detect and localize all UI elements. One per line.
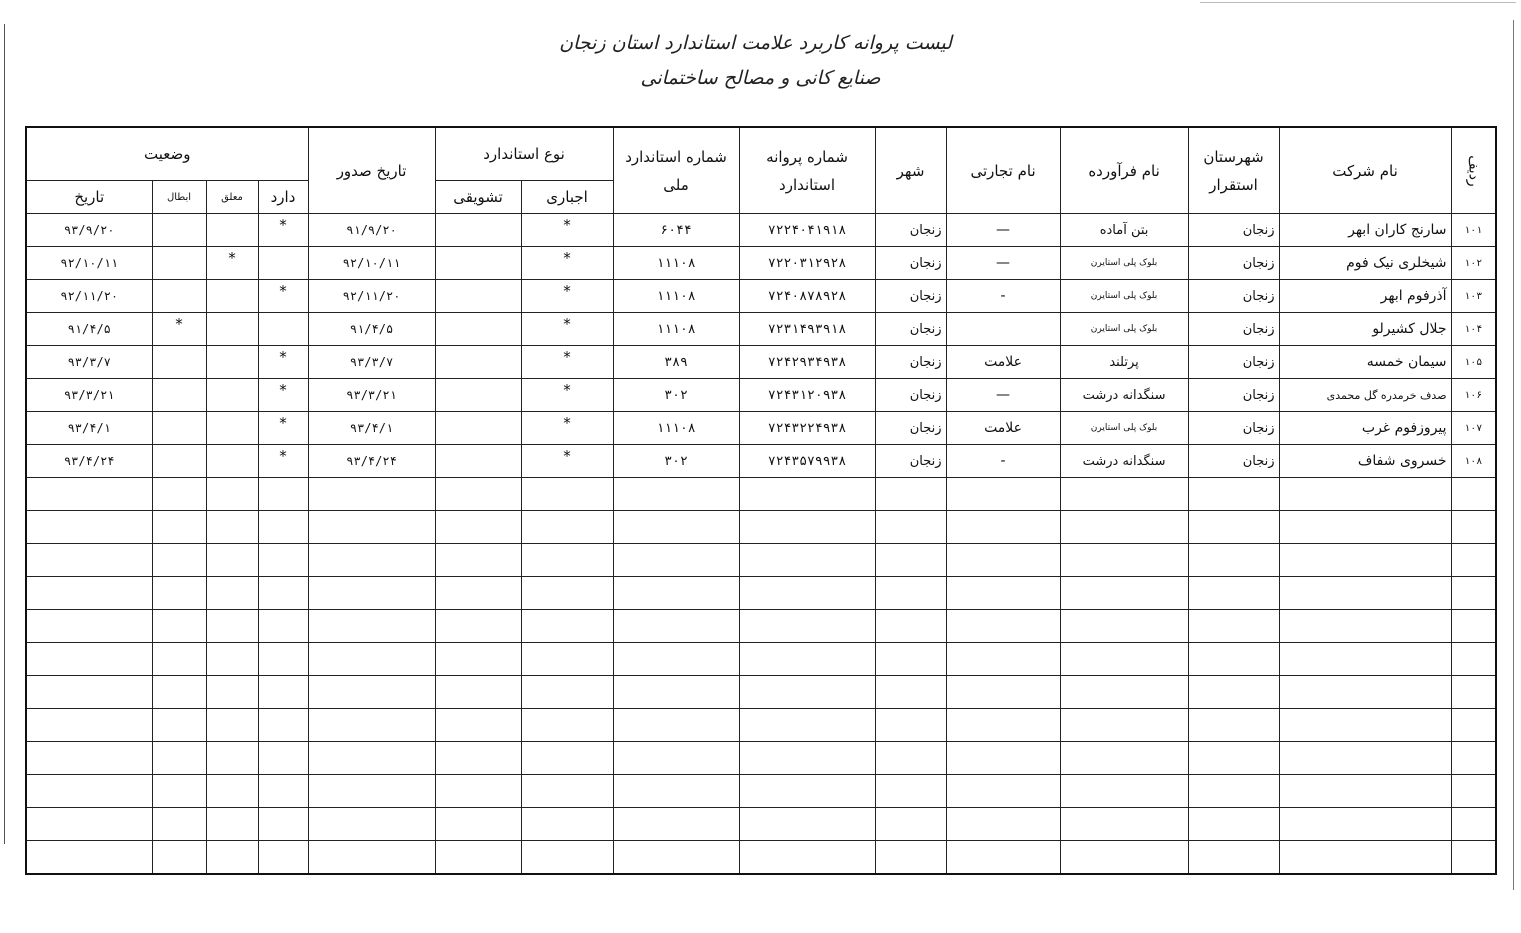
empty-cell	[1188, 841, 1279, 875]
empty-cell	[521, 841, 613, 875]
table-row: ۹۲/۱۱/۲۰ * ۹۲/۱۱/۲۰ * ۱۱۱۰۸ ۷۲۴۰۸۷۸۹۲۸ زنجان - بلوک پلی استایرن زنجان آذرفوم ابهر ۱۰۳	[26, 280, 1496, 313]
empty-cell	[308, 511, 435, 544]
empty-cell	[1279, 676, 1451, 709]
empty-cell	[946, 709, 1060, 742]
table-row: ۹۳/۳/۲۱ * ۹۳/۳/۲۱ * ۳۰۲ ۷۲۴۳۱۲۰۹۳۸ زنجان — سنگدانه درشت زنجان صدف خرمدره گل محمدی ۱۰۶	[26, 379, 1496, 412]
empty-row	[26, 709, 1496, 742]
empty-cell	[258, 676, 308, 709]
empty-cell	[946, 544, 1060, 577]
empty-cell	[206, 808, 258, 841]
empty-row	[26, 676, 1496, 709]
incentive-header: تشویقی	[435, 181, 521, 214]
empty-cell	[946, 643, 1060, 676]
empty-cell	[1060, 577, 1188, 610]
empty-cell	[152, 709, 206, 742]
empty-cell	[613, 676, 739, 709]
table-row: ۹۳/۴/۱ * ۹۳/۴/۱ * ۱۱۱۰۸ ۷۲۴۳۲۲۴۹۳۸ زنجان علامت بلوک پلی استایرن زنجان پیروزفوم غرب ۱۰۷	[26, 412, 1496, 445]
empty-cell	[206, 643, 258, 676]
empty-cell	[1451, 808, 1496, 841]
empty-cell	[1279, 643, 1451, 676]
empty-cell	[739, 577, 875, 610]
empty-cell	[26, 577, 152, 610]
empty-cell	[152, 775, 206, 808]
std-type-header: نوع استاندارد	[435, 127, 613, 181]
empty-cell	[258, 709, 308, 742]
status-header: وضعیت	[26, 127, 308, 181]
empty-cell	[739, 676, 875, 709]
product-header: نام فرآورده	[1060, 127, 1188, 214]
empty-rows	[26, 478, 1496, 875]
empty-cell	[1451, 841, 1496, 875]
empty-cell	[1279, 742, 1451, 775]
empty-cell	[152, 610, 206, 643]
empty-cell	[206, 610, 258, 643]
county-header: شهرستان استقرار	[1188, 127, 1279, 214]
page-title: لیست پروانه کاربرد علامت استاندارد استان زنجان	[559, 32, 952, 54]
empty-row	[26, 775, 1496, 808]
empty-cell	[435, 643, 521, 676]
empty-cell	[1279, 775, 1451, 808]
empty-cell	[26, 544, 152, 577]
empty-cell	[258, 610, 308, 643]
empty-cell	[875, 610, 946, 643]
empty-cell	[1451, 676, 1496, 709]
empty-cell	[1279, 478, 1451, 511]
scan-left-edge	[4, 24, 5, 844]
empty-row	[26, 808, 1496, 841]
empty-cell	[613, 577, 739, 610]
empty-cell	[1188, 676, 1279, 709]
empty-cell	[1188, 610, 1279, 643]
empty-cell	[152, 478, 206, 511]
empty-cell	[258, 841, 308, 875]
empty-cell	[875, 742, 946, 775]
empty-cell	[26, 775, 152, 808]
empty-cell	[946, 676, 1060, 709]
empty-cell	[946, 775, 1060, 808]
empty-cell	[435, 775, 521, 808]
empty-cell	[1451, 478, 1496, 511]
issue-date-header: تاریخ صدور	[308, 127, 435, 214]
table-row: ۹۳/۳/۷ * ۹۳/۳/۷ * ۳۸۹ ۷۲۴۲۹۳۴۹۳۸ زنجان علامت پرتلند زنجان سیمان خمسه ۱۰۵	[26, 346, 1496, 379]
empty-cell	[1188, 478, 1279, 511]
empty-cell	[258, 742, 308, 775]
empty-cell	[152, 511, 206, 544]
empty-cell	[875, 808, 946, 841]
empty-cell	[435, 808, 521, 841]
empty-cell	[308, 676, 435, 709]
empty-cell	[206, 544, 258, 577]
empty-cell	[1188, 709, 1279, 742]
empty-cell	[206, 478, 258, 511]
empty-cell	[739, 511, 875, 544]
empty-cell	[1060, 610, 1188, 643]
empty-cell	[521, 511, 613, 544]
empty-cell	[1451, 610, 1496, 643]
empty-cell	[435, 478, 521, 511]
empty-cell	[946, 478, 1060, 511]
empty-cell	[258, 643, 308, 676]
row-number-header: ردیف	[1451, 127, 1496, 214]
empty-cell	[1188, 511, 1279, 544]
empty-cell	[206, 676, 258, 709]
empty-cell	[1060, 841, 1188, 875]
empty-cell	[739, 841, 875, 875]
empty-cell	[1188, 643, 1279, 676]
empty-cell	[206, 775, 258, 808]
empty-cell	[613, 775, 739, 808]
empty-cell	[521, 643, 613, 676]
empty-cell	[152, 643, 206, 676]
license-number-header: شماره پروانه استاندارد	[739, 127, 875, 214]
empty-cell	[152, 544, 206, 577]
empty-cell	[308, 643, 435, 676]
empty-cell	[875, 643, 946, 676]
empty-cell	[613, 544, 739, 577]
empty-cell	[613, 511, 739, 544]
empty-cell	[1060, 511, 1188, 544]
empty-cell	[1279, 511, 1451, 544]
empty-cell	[308, 610, 435, 643]
page-subtitle: صنایع کانی و مصالح ساختمانی	[640, 67, 881, 89]
empty-cell	[152, 676, 206, 709]
empty-cell	[521, 676, 613, 709]
empty-row	[26, 544, 1496, 577]
empty-cell	[1060, 643, 1188, 676]
empty-cell	[26, 709, 152, 742]
empty-cell	[875, 676, 946, 709]
empty-row	[26, 577, 1496, 610]
empty-cell	[1451, 511, 1496, 544]
status-date-header: تاریخ	[26, 181, 152, 214]
empty-cell	[308, 775, 435, 808]
empty-cell	[521, 775, 613, 808]
empty-row	[26, 478, 1496, 511]
empty-cell	[308, 544, 435, 577]
empty-cell	[206, 742, 258, 775]
empty-cell	[875, 577, 946, 610]
empty-cell	[946, 808, 1060, 841]
empty-cell	[435, 610, 521, 643]
empty-cell	[1279, 841, 1451, 875]
company-header: نام شرکت	[1279, 127, 1451, 214]
empty-cell	[946, 511, 1060, 544]
empty-cell	[739, 544, 875, 577]
empty-cell	[258, 808, 308, 841]
revoked-header: ابطال	[152, 181, 206, 214]
empty-cell	[206, 841, 258, 875]
scan-top-edge	[1200, 2, 1516, 3]
empty-cell	[258, 511, 308, 544]
empty-cell	[1188, 808, 1279, 841]
empty-cell	[521, 544, 613, 577]
trade-name-header: نام تجارتی	[946, 127, 1060, 214]
empty-cell	[1279, 610, 1451, 643]
empty-cell	[152, 841, 206, 875]
table-row: ۹۱/۴/۵ * ۹۱/۴/۵ * ۱۱۱۰۸ ۷۲۳۱۴۹۳۹۱۸ زنجان بلوک پلی استایرن زنجان جلال کشیرلو ۱۰۴	[26, 313, 1496, 346]
empty-cell	[739, 643, 875, 676]
empty-cell	[613, 643, 739, 676]
empty-cell	[521, 742, 613, 775]
empty-cell	[435, 841, 521, 875]
empty-cell	[308, 577, 435, 610]
empty-cell	[875, 775, 946, 808]
empty-cell	[613, 709, 739, 742]
city-header: شهر	[875, 127, 946, 214]
empty-cell	[1451, 742, 1496, 775]
empty-cell	[435, 511, 521, 544]
empty-cell	[152, 742, 206, 775]
empty-cell	[206, 709, 258, 742]
empty-cell	[435, 676, 521, 709]
empty-cell	[613, 742, 739, 775]
empty-cell	[946, 742, 1060, 775]
empty-cell	[521, 709, 613, 742]
empty-cell	[308, 808, 435, 841]
mandatory-header: اجباری	[521, 181, 613, 214]
empty-cell	[26, 808, 152, 841]
empty-cell	[1060, 808, 1188, 841]
empty-cell	[1188, 775, 1279, 808]
empty-cell	[1060, 544, 1188, 577]
empty-cell	[946, 577, 1060, 610]
empty-cell	[739, 478, 875, 511]
license-table	[25, 126, 1497, 875]
empty-cell	[206, 511, 258, 544]
empty-row	[26, 610, 1496, 643]
empty-cell	[875, 478, 946, 511]
empty-cell	[946, 610, 1060, 643]
empty-cell	[1188, 577, 1279, 610]
empty-cell	[308, 709, 435, 742]
table-body	[26, 214, 1496, 478]
empty-cell	[521, 577, 613, 610]
empty-cell	[1279, 577, 1451, 610]
empty-cell	[435, 544, 521, 577]
empty-cell	[875, 709, 946, 742]
empty-cell	[308, 478, 435, 511]
empty-cell	[206, 577, 258, 610]
empty-cell	[1279, 709, 1451, 742]
empty-cell	[26, 676, 152, 709]
empty-cell	[875, 841, 946, 875]
empty-cell	[26, 610, 152, 643]
suspended-header: معلق	[206, 181, 258, 214]
empty-cell	[258, 775, 308, 808]
empty-cell	[1060, 775, 1188, 808]
empty-cell	[308, 742, 435, 775]
empty-row	[26, 742, 1496, 775]
empty-row	[26, 841, 1496, 875]
empty-cell	[258, 577, 308, 610]
scan-right-edge	[1513, 20, 1514, 890]
table-row: ۹۲/۱۰/۱۱ * ۹۲/۱۰/۱۱ * ۱۱۱۰۸ ۷۲۲۰۳۱۲۹۲۸ زنجان — بلوک پلی استایرن زنجان شیخلری نیک فوم ۱۰۲	[26, 247, 1496, 280]
empty-cell	[435, 742, 521, 775]
empty-cell	[152, 577, 206, 610]
empty-cell	[1188, 544, 1279, 577]
empty-cell	[1451, 709, 1496, 742]
empty-cell	[739, 709, 875, 742]
empty-cell	[1060, 676, 1188, 709]
empty-cell	[739, 775, 875, 808]
empty-cell	[435, 709, 521, 742]
empty-cell	[875, 511, 946, 544]
empty-cell	[1451, 775, 1496, 808]
empty-cell	[1451, 577, 1496, 610]
empty-cell	[875, 544, 946, 577]
empty-cell	[1279, 808, 1451, 841]
empty-cell	[1060, 478, 1188, 511]
active-header: دارد	[258, 181, 308, 214]
table-row: ۹۳/۹/۲۰ * ۹۱/۹/۲۰ * ۶۰۴۴ ۷۲۲۴۰۴۱۹۱۸ زنجان — بتن آماده زنجان سارنج کاران ابهر ۱۰۱	[26, 214, 1496, 247]
empty-cell	[308, 841, 435, 875]
empty-cell	[1188, 742, 1279, 775]
empty-cell	[26, 478, 152, 511]
empty-cell	[521, 610, 613, 643]
table-row: ۹۳/۴/۲۴ * ۹۳/۴/۲۴ * ۳۰۲ ۷۲۴۳۵۷۹۹۳۸ زنجان - سنگدانه درشت زنجان خسروی شفاف ۱۰۸	[26, 445, 1496, 478]
empty-cell	[152, 808, 206, 841]
empty-cell	[26, 742, 152, 775]
empty-row	[26, 511, 1496, 544]
empty-cell	[613, 610, 739, 643]
empty-cell	[435, 577, 521, 610]
empty-cell	[739, 610, 875, 643]
empty-cell	[739, 808, 875, 841]
empty-cell	[521, 478, 613, 511]
empty-cell	[739, 742, 875, 775]
empty-cell	[1451, 643, 1496, 676]
empty-cell	[26, 841, 152, 875]
empty-cell	[613, 478, 739, 511]
empty-cell	[1451, 544, 1496, 577]
empty-cell	[1060, 742, 1188, 775]
empty-cell	[1060, 709, 1188, 742]
empty-cell	[613, 808, 739, 841]
empty-cell	[946, 841, 1060, 875]
empty-cell	[258, 544, 308, 577]
empty-cell	[26, 511, 152, 544]
empty-cell	[521, 808, 613, 841]
national-std-header: شماره استاندارد ملی	[613, 127, 739, 214]
empty-cell	[1279, 544, 1451, 577]
empty-row	[26, 643, 1496, 676]
empty-cell	[26, 643, 152, 676]
empty-cell	[258, 478, 308, 511]
empty-cell	[613, 841, 739, 875]
